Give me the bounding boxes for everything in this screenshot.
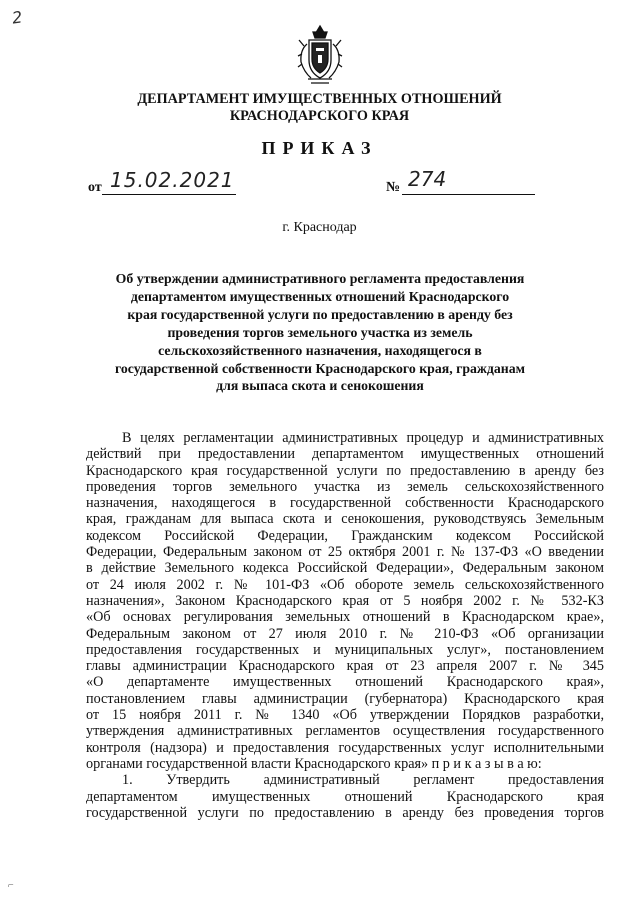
date-prefix: от — [88, 180, 102, 195]
body-line: от 24 июля 2002 г. № 101-ФЗ «Об обороте земель сельскохозяйственного — [86, 576, 604, 593]
body-line: от 15 ноября 2011 г. № 1340 «Об утверждении Порядков разработки, — [86, 707, 604, 724]
body-line: действий при предоставлении департаментом имущественных отношений — [86, 446, 604, 463]
body-line: края, гражданам для выпаса скота и сенокошения, руководствуясь Земельным — [86, 511, 604, 528]
city: г. Краснодар — [282, 220, 357, 235]
body-line: органами государственной власти Краснодарского края» п р и к а з ы в а ю: — [86, 755, 542, 772]
title-line: департаментом имущественных отношений Краснодарского — [130, 288, 510, 304]
handwritten-margin-mark: 2 — [10, 7, 24, 28]
body-line: проведения торгов земельного участка из земель сельскохозяйственного — [86, 478, 604, 495]
body-line: утверждения административных регламентов осуществления государственного — [86, 723, 604, 740]
body-line: государственной услуги по предоставлению в аренду без проведения торгов — [86, 804, 604, 821]
body-line: назначения, находящегося в государственной собственности Краснодарского — [86, 495, 604, 512]
body-line: назначения», Законом Краснодарского края от 5 ноября 2002 г. № 532-КЗ — [86, 592, 604, 609]
body-line: «Об основах регулирования земельных отношений в Краснодарском крае», — [86, 609, 604, 626]
body-line: в действие Земельного кодекса Российской Федерации», Федеральным законом — [86, 560, 604, 577]
body-line: постановлением главы администрации (губернатора) Краснодарского края — [86, 690, 604, 707]
body-line: кодексом Российской Федерации, Гражданским кодексом Российской — [86, 527, 604, 544]
body-line: Федерации, Федеральным законом от 25 октября 2001 г. № 137-ФЗ «О введении — [86, 544, 604, 561]
body-line: Федеральным законом от 27 июля 2010 г. № 210-ФЗ «Об организации — [86, 625, 604, 642]
body-line: предоставления государственных и муниципальных услуг», постановлением — [86, 641, 604, 658]
title-line: Об утверждении административного регламента предоставления — [115, 271, 525, 286]
number-prefix: № — [386, 180, 401, 195]
scan-corner-mark: ⌐ — [8, 880, 14, 891]
department-name-line1: ДЕПАРТАМЕНТ ИМУЩЕСТВЕННЫХ ОТНОШЕНИЙ — [137, 91, 502, 107]
body-line: 1. Утвердить административный регламент предоставления — [122, 772, 604, 789]
date-underline — [102, 194, 236, 195]
title-line: сельскохозяйственного назначения, находящегося в — [158, 342, 482, 358]
title-line: проведения торгов земельного участка из земель — [167, 324, 473, 340]
body-line: Краснодарского края государственной услуги по предоставлению в аренду без — [86, 462, 604, 479]
document-date: 15.02.2021 — [110, 168, 235, 192]
coat-of-arms-icon — [296, 24, 344, 86]
document-number: 274 — [408, 167, 447, 191]
body-line: «О департаменте имущественных отношений Краснодарского края», — [86, 674, 604, 691]
document-type: ПРИКАЗ — [261, 138, 378, 158]
title-line: государственной собственности Краснодарского края, гражданам — [114, 360, 526, 376]
document-body — [86, 430, 604, 821]
title-line: края государственной услуги по предоставлению в аренду без — [127, 306, 513, 322]
department-name-line2: КРАСНОДАРСКОГО КРАЯ — [229, 108, 410, 124]
document-title — [60, 270, 580, 395]
number-underline — [402, 194, 535, 195]
body-line: контроля (надзора) и предоставления государственных услуг исполнительными — [86, 739, 604, 756]
title-line: для выпаса скота и сенокошения — [216, 378, 424, 394]
body-line: В целях регламентации административных процедур и административных — [122, 430, 604, 446]
body-line: главы администрации Краснодарского края от 23 апреля 2007 г. № 345 — [86, 658, 604, 675]
body-line: департаментом имущественных отношений Краснодарского края — [86, 788, 604, 805]
